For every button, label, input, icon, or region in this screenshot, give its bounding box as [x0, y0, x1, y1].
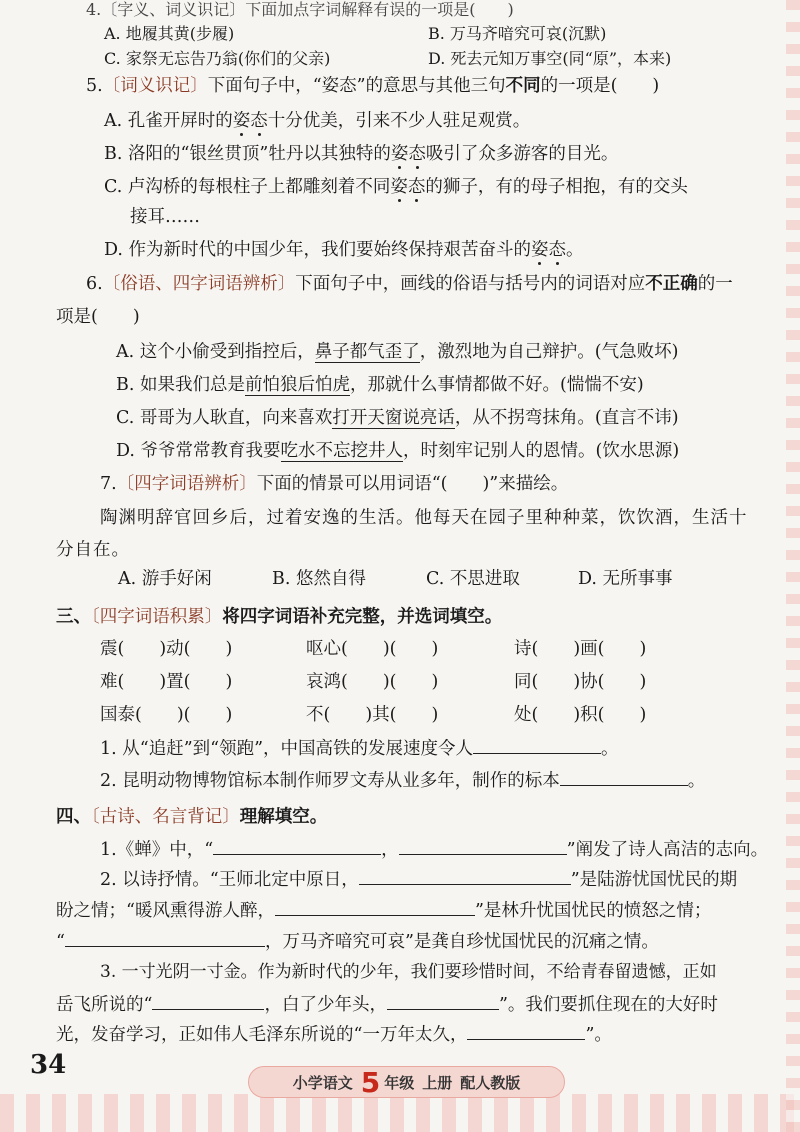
- emphasis-char: 姿: [390, 144, 409, 164]
- idiom-r2c1[interactable]: 难( )置( ): [100, 672, 233, 692]
- emphasis-char: 姿: [531, 240, 549, 260]
- page-number: 34: [30, 1050, 67, 1080]
- q7-passage-line1: 陶渊明辞官回乡后，过着安逸的生活。他每天在园子里种种菜，饮饮酒，生活十: [100, 508, 748, 528]
- underlined-phrase: 吃水不忘挖井人: [280, 441, 404, 461]
- section-4-tag: 〔古诗、名言背记〕: [91, 807, 240, 827]
- q5-tag: 〔词义识记〕: [102, 76, 208, 96]
- section-4-q2-post: ”是陆游忧国忧民的期: [570, 870, 738, 890]
- q5-c-post: 的狮子，有的母子相抱，有的交头: [425, 177, 688, 197]
- section-4-q2-l3b: ，万马齐喑究可哀”是龚自珍忧国忧民的沉痛之情。: [264, 932, 659, 952]
- q6-number: 6.: [86, 274, 103, 294]
- footer-decoration: [0, 1094, 800, 1132]
- emphasis-char: 态: [548, 240, 567, 260]
- q6-d-pre: D. 爷爷常常教育我要: [116, 441, 281, 461]
- q6-option-a: [116, 340, 678, 364]
- emphasis-char: 态: [408, 144, 426, 164]
- q6-a-post: ，激烈地为自己辩护。(气急败坏): [419, 342, 679, 362]
- q4-option-a: A. 地履其黄(步履): [104, 24, 235, 43]
- section-4-q2-l3a: “: [56, 932, 65, 952]
- section-4-q1: [100, 836, 768, 862]
- section-4-q3-l2b: ，白了少年头，: [264, 995, 387, 1015]
- q5-a-post: 十分优美，引来不少人驻足观赏。: [267, 111, 531, 131]
- q4-option-d: D. 死去元知万事空(同“原”，本来): [428, 49, 672, 68]
- q4-option-b: B. 万马齐喑究可哀(沉默): [428, 24, 607, 43]
- section-4-q1-pre: 1.《蝉》中，“: [100, 840, 214, 860]
- q7-number: 7.: [100, 474, 117, 494]
- idiom-r1c1[interactable]: 震( )动( ): [100, 639, 233, 659]
- q5-option-c: [104, 175, 688, 199]
- q5-option-a: [104, 109, 530, 133]
- section-4-q1-mid: ，: [381, 840, 399, 860]
- footer-grade: 年级: [384, 1073, 415, 1092]
- idiom-r3c3[interactable]: 处( )积( ): [514, 705, 647, 725]
- section-4-number: 四、: [56, 807, 91, 827]
- section-4-header: [56, 805, 327, 829]
- q6-c-post: ，从不拐弯抹角。(直言不讳): [454, 408, 679, 428]
- q6-tag: 〔俗语、四字词语辨析〕: [102, 274, 296, 294]
- fill-blank[interactable]: [473, 735, 601, 754]
- q7-stem-text: 下面的情景可以用词语“( )”来描绘。: [256, 474, 569, 494]
- q6-stem-end: 的一: [697, 274, 733, 294]
- q5-stem-text: 下面句子中，“姿态”的意思与其他三句: [207, 76, 506, 96]
- fill-blank[interactable]: [65, 928, 265, 947]
- q7-tag: 〔四字词语辨析〕: [116, 474, 257, 494]
- section-4-q2-l2b: ”是林升忧国忧民的愤怒之情；: [474, 901, 712, 921]
- q5-option-b: [104, 142, 618, 166]
- q5-stem-bold: 不同: [505, 76, 541, 96]
- section-3-title: 将四字词语补充完整，并选词填空。: [222, 607, 503, 627]
- section-4-q3-l2c: ”。我们要抓住现在的大好时: [498, 995, 718, 1015]
- idiom-r3c2[interactable]: 不( )其( ): [306, 705, 439, 725]
- q6-option-c: [116, 406, 679, 430]
- emphasis-char: 姿: [232, 111, 251, 131]
- q5-stem: [86, 74, 659, 98]
- section-4-q3-l2a: 岳飞所说的“: [56, 995, 153, 1015]
- q7-option-a: A. 游手好闲: [118, 569, 212, 589]
- q4-header: 4.〔字义、词义识记〕下面加点字词解释有误的一项是( ): [86, 0, 514, 19]
- emphasis-char: 态: [250, 111, 268, 131]
- section-3-q1-end: 。: [601, 739, 619, 759]
- fill-blank[interactable]: [467, 1021, 585, 1040]
- footer-grade-number: 5: [360, 1065, 381, 1099]
- idiom-r1c3[interactable]: 诗( )画( ): [514, 639, 647, 659]
- q6-stem: [86, 272, 733, 296]
- section-3-q2-text: 2. 昆明动物博物馆标本制作师罗文寿从业多年，制作的标本: [100, 771, 560, 791]
- fill-blank[interactable]: [275, 897, 475, 916]
- section-4-title: 理解填空。: [239, 807, 328, 827]
- underlined-phrase: 鼻子都气歪了: [314, 342, 420, 362]
- fill-blank[interactable]: [399, 836, 567, 855]
- q5-b-post: 吸引了众多游客的目光。: [425, 144, 619, 164]
- section-3-q2: [100, 767, 705, 793]
- q6-option-d: [116, 439, 679, 463]
- section-3-number: 三、: [56, 607, 91, 627]
- q6-c-pre: C. 哥哥为人耿直，向来喜欢: [116, 408, 333, 428]
- q6-b-post: ，那就什么事情都做不好。(惴惴不安): [350, 375, 644, 395]
- section-4-q2-line3: [56, 928, 659, 954]
- section-3-q1: [100, 735, 619, 761]
- fill-blank[interactable]: [387, 991, 499, 1010]
- footer-edition: 配人教版: [460, 1073, 521, 1092]
- underlined-phrase: 前怕狼后怕虎: [245, 375, 350, 395]
- section-4-q2-line2: [56, 897, 711, 923]
- q7-option-d: D. 无所事事: [578, 569, 673, 589]
- q4-option-c: C. 家祭无忘告乃翁(你们的父亲): [104, 49, 331, 68]
- section-4-q3-l3b: ”。: [585, 1025, 612, 1045]
- q7-option-b: B. 悠然自得: [272, 569, 366, 589]
- q6-b-pre: B. 如果我们总是: [116, 375, 245, 395]
- q7-option-c: C. 不思进取: [426, 569, 520, 589]
- q5-c-pre: C. 卢沟桥的每根柱子上都雕刻着不同: [104, 177, 391, 197]
- q6-a-pre: A. 这个小偷受到指控后，: [116, 342, 315, 362]
- q6-option-b: [116, 373, 644, 397]
- emphasis-char: 态: [407, 177, 426, 197]
- idiom-r3c1[interactable]: 国泰( )( ): [100, 705, 233, 725]
- q5-option-c-cont: 接耳……: [130, 207, 200, 227]
- fill-blank[interactable]: [560, 767, 688, 786]
- q6-stem-cont: 项是( ): [56, 307, 140, 327]
- q5-d-post: 。: [566, 240, 584, 260]
- underlined-phrase: 打开天窗说亮话: [332, 408, 455, 428]
- section-4-q2-line1: [100, 866, 737, 892]
- idiom-r1c2[interactable]: 呕心( )( ): [306, 639, 439, 659]
- section-3-header: [56, 605, 502, 629]
- fill-blank[interactable]: [213, 836, 381, 855]
- section-4-q2-pre: 2. 以诗抒情。“王师北定中原日，: [100, 870, 359, 890]
- idiom-r2c3[interactable]: 同( )协( ): [514, 672, 647, 692]
- footer-term: 上册: [422, 1073, 453, 1092]
- emphasis-char: 姿: [390, 177, 408, 197]
- q6-stem-text: 下面句子中，画线的俗语与括号内的词语对应: [295, 274, 646, 294]
- idiom-r2c2[interactable]: 哀鸿( )( ): [306, 672, 439, 692]
- section-4-q3-line2: [56, 991, 718, 1017]
- section-3-q2-end: 。: [687, 771, 706, 791]
- footer-banner: [248, 1066, 565, 1098]
- q5-d-pre: D. 作为新时代的中国少年，我们要始终保持艰苦奋斗的: [104, 240, 532, 260]
- section-3-q1-text: 1. 从“追赶”到“领跑”，中国高铁的发展速度令人: [100, 739, 474, 759]
- footer-subject: 小学语文: [292, 1073, 353, 1092]
- q5-b-pre: B. 洛阳的“银丝贯顶”牡丹以其独特的: [104, 144, 391, 164]
- q7-stem: [100, 472, 568, 496]
- section-4-q3-line1: 3. 一寸光阴一寸金。作为新时代的少年，我们要珍惜时间，不给青春留遗憾，正如: [100, 962, 717, 982]
- q5-a-pre: A. 孔雀开屏时的: [104, 111, 233, 131]
- q5-number: 5.: [86, 76, 103, 96]
- section-4-q3-line3: [56, 1021, 612, 1047]
- q6-stem-bold: 不正确: [645, 274, 698, 294]
- q7-passage-line2: 分自在。: [56, 540, 130, 560]
- section-4-q3-l3a: 光，发奋学习，正如伟人毛泽东所说的“一万年太久，: [56, 1025, 468, 1045]
- q6-d-post: ，时刻牢记别人的恩情。(饮水思源): [403, 441, 680, 461]
- page-edge-decoration: [786, 0, 800, 1132]
- section-4-q2-l2a: 盼之情；“暖风熏得游人醉，: [56, 901, 275, 921]
- section-3-tag: 〔四字词语积累〕: [91, 607, 223, 627]
- section-4-q1-post: ”阐发了诗人高洁的志向。: [566, 840, 769, 860]
- q5-stem-end: 的一项是( ): [540, 76, 660, 96]
- q5-option-d: [104, 238, 584, 262]
- fill-blank[interactable]: [152, 991, 264, 1010]
- fill-blank[interactable]: [359, 866, 571, 885]
